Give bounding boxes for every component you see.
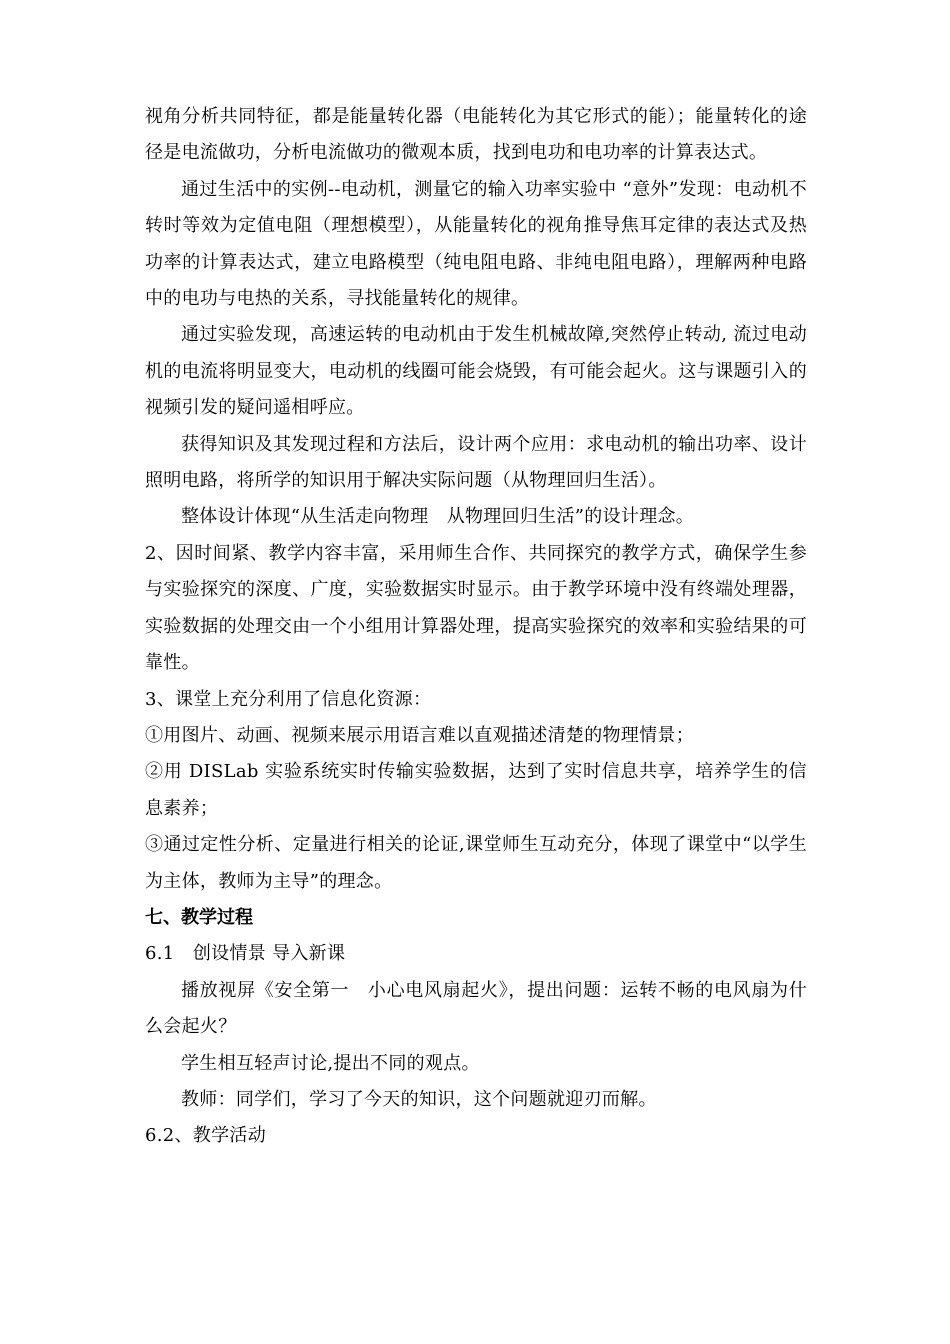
section-heading: 七、教学过程 [145, 906, 253, 928]
paragraph-applications: 获得知识及其发现过程和方法后，设计两个应用：求电动机的输出功率、设计照明电路，将所学的知识用于解决实际问题（从物理回归生活）。 [145, 433, 807, 492]
list-item-1: ①用图片、动画、视频来展示用语言难以直观描述清楚的物理情景； [145, 724, 694, 746]
paragraph-motor-stall: 通过实验发现，高速运转的电动机由于发生机械故障,突然停止转动, 流过电动机的电流将明显变大，电动机的线圈可能会烧毁，有可能会起火。这与课题引入的视频引发的疑问遥相呼应。 [145, 324, 807, 419]
paragraph-point-3: 3、课堂上充分利用了信息化资源： [145, 688, 432, 710]
paragraph-teacher-remark: 教师：同学们，学习了今天的知识，这个问题就迎刃而解。 [181, 1088, 657, 1110]
paragraph-continuation: 视角分析共同特征，都是能量转化器（电能转化为其它形式的能）；能量转化的途径是电流做功，分析电流做功的微观本质，找到电功和电功率的计算表达式。 [145, 106, 807, 164]
paragraph-point-2: 2、因时间紧、教学内容丰富，采用师生合作、共同探究的教学方式，确保学生参与实验探究的深度、广度，实验数据实时显示。由于教学环境中没有终端处理器，实验数据的处理交由一个小组用计算器处理，提高实验探究的效率和实验结果的可靠性。 [145, 542, 807, 674]
paragraph-motor-experiment: 通过生活中的实例--电动机，测量它的输入功率实验中 “意外”发现：电动机不转时等效为定值电阻（理想模型），从能量转化的视角推导焦耳定律的表达式及热功率的计算表达式，建立电路模型（纯电阻电路、非纯电阻电路），理解两种电路中的电功与电热的关系，寻找能量转化的规律。 [145, 178, 807, 310]
list-item-2: ②用 DISLab 实验系统实时传输实验数据，达到了实时信息共享，培养学生的信息素养； [145, 761, 807, 819]
paragraph-student-discussion: 学生相互轻声讨论,提出不同的观点。 [181, 1052, 480, 1074]
document-body [145, 99, 807, 1155]
paragraph-video-question: 播放视屏《安全第一 小心电风扇起火》，提出问题：运转不畅的电风扇为什么会起火？ [145, 979, 807, 1038]
subsection-heading-6-2: 6.2、教学活动 [145, 1125, 267, 1147]
paragraph-design-concept: 整体设计体现“从生活走向物理 从物理回归生活”的设计理念。 [181, 506, 695, 528]
subsection-heading-6-1: 6.1 创设情景 导入新课 [145, 943, 346, 965]
list-item-3: ③通过定性分析、定量进行相关的论证,课堂师生互动充分，体现了课堂中“以学生为主体，教师为主导”的理念。 [145, 834, 807, 892]
